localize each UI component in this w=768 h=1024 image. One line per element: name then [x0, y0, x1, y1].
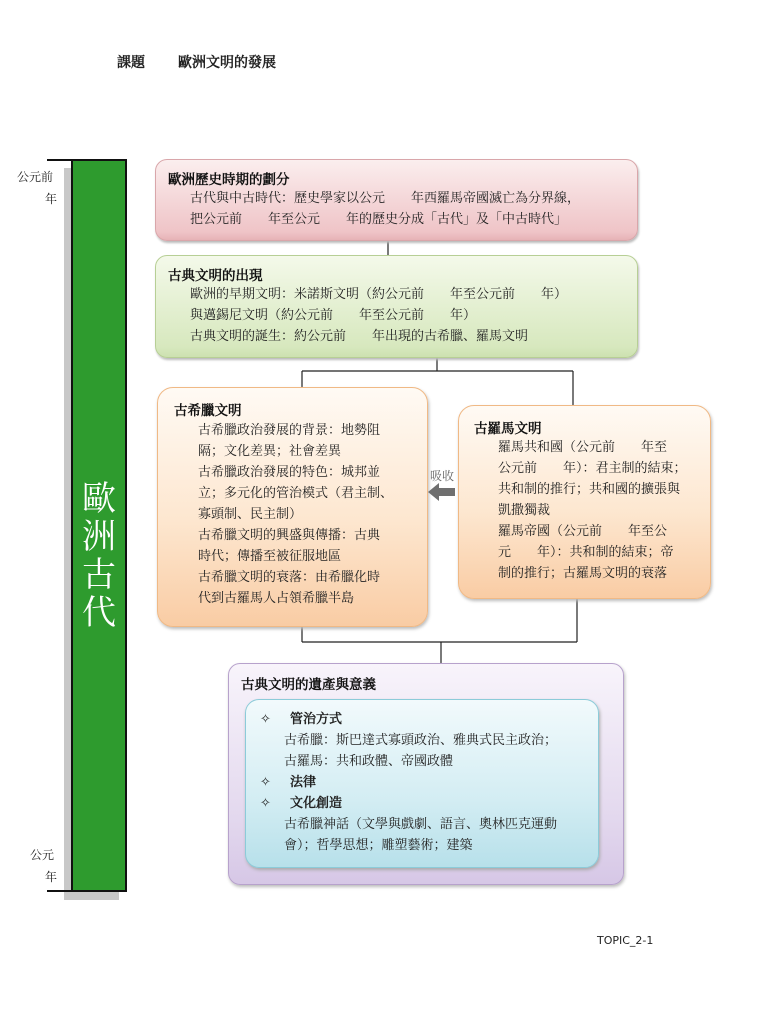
legacy-item-3-title: 文化創造	[290, 796, 343, 811]
absorb-label: 吸收	[430, 469, 455, 483]
timeline-bottom-label-2: 年	[45, 870, 58, 884]
bar-char-3: 古	[82, 555, 116, 595]
legacy-item-3	[260, 793, 598, 814]
rome-line-3: 共和制的推行；共和國的擴張與	[498, 482, 681, 497]
ancient-greece-box	[157, 387, 428, 627]
greece-line-3: 古希臘政治發展的特色：城邦並	[198, 465, 381, 480]
classical-emergence-heading: 古典文明的出現	[168, 268, 263, 284]
ancient-rome-heading: 古羅馬文明	[474, 421, 542, 437]
greece-line-4: 立；多元化的管治模式（君主制、	[198, 486, 394, 501]
ancient-rome-box	[458, 405, 711, 599]
legacy-item-1	[260, 709, 598, 730]
legacy-item-2-title: 法律	[290, 775, 317, 790]
period-division-line-1: 古代與中古時代：歷史學家以公元 年西羅馬帝國滅亡為分界線，	[190, 191, 581, 206]
legacy-item-2	[260, 772, 598, 793]
legacy-item-3-line-2: 會）；哲學思想；雕塑藝術；建築	[284, 838, 473, 853]
legacy-item-3-line-1: 古希臘神話（文學與戲劇、語言、奧林匹克運動	[284, 817, 558, 832]
legacy-item-1-line-2: 古羅馬：共和政體、帝國政體	[284, 754, 454, 769]
diamond-bullet-icon: ✧	[260, 796, 271, 811]
rome-line-6: 元 年）：共和制的結束；帝	[498, 545, 674, 560]
rome-line-5: 羅馬帝國（公元前 年至公	[498, 524, 668, 539]
classical-emergence-line-3: 古典文明的誕生：約公元前 年出現的古希臘、羅馬文明	[190, 329, 529, 344]
legacy-heading: 古典文明的遺產與意義	[241, 677, 376, 693]
classical-emergence-box	[155, 255, 638, 358]
classical-emergence-line-2: 與邁錫尼文明（約公元前 年至公元前 年）	[190, 308, 477, 323]
greece-line-9: 代到古羅馬人占領希臘半島	[198, 591, 355, 606]
diamond-bullet-icon: ✧	[260, 712, 271, 727]
greece-line-8: 古希臘文明的衰落：由希臘化時	[198, 570, 381, 585]
classical-emergence-line-1: 歐洲的早期文明：米諾斯文明（約公元前 年至公元前 年）	[190, 287, 568, 302]
legacy-item-1-line-1: 古希臘：斯巴達式寡頭政治、雅典式民主政治；	[284, 733, 558, 748]
timeline-top-label-2: 年	[45, 192, 58, 206]
rome-line-4: 凱撒獨裁	[498, 503, 551, 518]
timeline-top-label-1: 公元前	[17, 170, 54, 184]
legacy-inner-box	[245, 699, 599, 868]
rome-line-7: 制的推行；古羅馬文明的衰落	[498, 566, 668, 581]
greece-line-1: 古希臘政治發展的背景：地勢阻	[198, 423, 381, 438]
diamond-bullet-icon: ✧	[260, 775, 271, 790]
page-title: 歐洲文明的發展	[178, 55, 276, 71]
timeline-bottom-label-1: 公元	[30, 848, 55, 862]
legacy-item-1-title: 管治方式	[290, 712, 343, 727]
greece-line-2: 隔；文化差異；社會差異	[198, 444, 342, 459]
bar-char-1: 歐	[82, 479, 116, 519]
greece-line-5: 寡頭制、民主制）	[198, 507, 303, 522]
rome-line-1: 羅馬共和國（公元前 年至	[498, 440, 668, 455]
bar-char-2: 洲	[82, 517, 116, 557]
rome-line-2: 公元前 年）：君主制的結束；	[498, 461, 687, 476]
period-division-box	[155, 159, 638, 241]
header-label: 課題	[117, 55, 145, 71]
ancient-greece-heading: 古希臘文明	[174, 403, 242, 419]
greece-line-7: 時代；傳播至被征服地區	[198, 549, 342, 564]
bar-char-4: 代	[82, 593, 116, 633]
period-division-line-2: 把公元前 年至公元 年的歷史分成「古代」及「中古時代」	[190, 212, 568, 227]
period-division-heading: 歐洲歷史時期的劃分	[168, 172, 290, 188]
footer-code: TOPIC_2-1	[597, 934, 654, 947]
absorb-arrow-icon	[428, 482, 458, 502]
greece-line-6: 古希臘文明的興盛與傳播：古典	[198, 528, 381, 543]
